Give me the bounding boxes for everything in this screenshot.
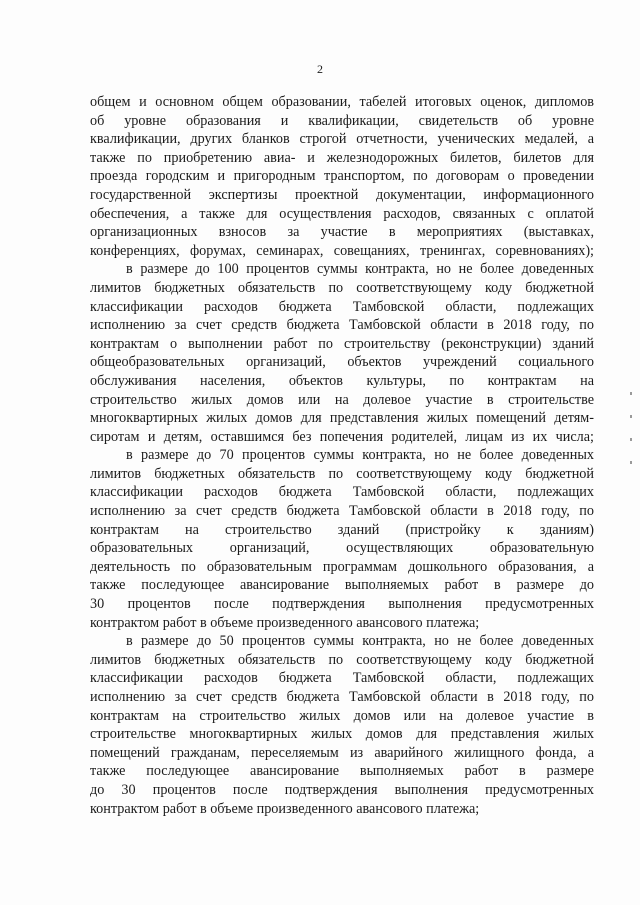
text-line: исполнению за счет средств бюджета Тамбовской области в 2018 году, по <box>90 503 594 520</box>
text-line: конференциях, форумах, семинарах, совещаниях, тренингах, соревнованиях); <box>90 242 594 259</box>
text-line: лимитов бюджетных обязательств по соответствующему коду бюджетной <box>90 651 594 668</box>
body-text <box>90 93 594 818</box>
text-line: в размере до 70 процентов суммы контракта, но не более доведенных <box>126 447 594 464</box>
margin-mark <box>630 392 632 395</box>
text-line: классификации расходов бюджета Тамбовской области, подлежащих <box>90 298 594 315</box>
text-line: государственной экспертизы проектной документации, информационного <box>90 186 594 203</box>
text-line: также последующее авансирование выполняемых работ в размере до <box>90 577 594 594</box>
text-line: контрактам на строительство жилых домов или на долевое участие в <box>90 707 594 724</box>
text-line: организационных взносов за участие в мероприятиях (выставках, <box>90 224 594 241</box>
text-line: 30 процентов после подтверждения выполнения предусмотренных <box>90 596 594 613</box>
text-line: общеобразовательных организаций, объектов учреждений социального <box>90 354 594 371</box>
margin-mark <box>630 415 632 418</box>
text-line: контрактам на строительство зданий (пристройку к зданиям) <box>90 521 594 538</box>
text-line: до 30 процентов после подтверждения выполнения предусмотренных <box>90 781 594 798</box>
text-line: деятельность по образовательным программам дошкольного образования, а <box>90 558 594 575</box>
margin-mark <box>630 438 632 441</box>
text-line: лимитов бюджетных обязательств по соответствующему коду бюджетной <box>90 279 594 296</box>
text-line: сиротам и детям, оставшимся без попечения родителей, лицам из их числа; <box>90 428 594 445</box>
text-line: контрактом работ в объеме произведенного авансового платежа; <box>90 614 480 631</box>
margin-mark <box>630 461 632 464</box>
page-number: 2 <box>317 62 323 76</box>
text-line: строительство жилых домов или на долевое участие в строительстве <box>90 391 594 408</box>
text-line: обслуживания населения, объектов культуры, по контрактам на <box>90 372 594 389</box>
text-line: контрактом работ в объеме произведенного авансового платежа; <box>90 800 480 817</box>
text-line: исполнению за счет средств бюджета Тамбовской области в 2018 году, по <box>90 317 594 334</box>
margin-marks <box>630 392 634 482</box>
text-line: обеспечения, а также для осуществления расходов, связанных с оплатой <box>90 205 594 222</box>
text-line: образовательных организаций, осуществляющих образовательную <box>90 540 594 557</box>
text-line: проезда городским и пригородным транспортом, по договорам о проведении <box>90 168 594 185</box>
text-line: также по приобретению авиа- и железнодорожных билетов, билетов для <box>90 149 594 166</box>
text-line: общем и основном общем образовании, табелей итоговых оценок, дипломов <box>90 94 594 110</box>
text-line: в размере до 100 процентов суммы контракта, но не более доведенных <box>126 261 594 278</box>
text-line: многоквартирных жилых домов для представления жилых помещений детям- <box>90 410 594 427</box>
text-line: помещений гражданам, переселяемым из аварийного жилищного фонда, а <box>90 744 594 761</box>
text-line: лимитов бюджетных обязательств по соответствующему коду бюджетной <box>90 465 594 482</box>
text-line: квалификации, других бланков строгой отчетности, ученических медалей, а <box>90 131 594 148</box>
text-line: классификации расходов бюджета Тамбовской области, подлежащих <box>90 670 594 687</box>
text-line: строительстве многоквартирных жилых домов для представления жилых <box>90 726 594 743</box>
text-line: об уровне образования и квалификации, свидетельств об уровне <box>90 112 594 129</box>
text-line: также последующее авансирование выполняемых работ в размере <box>90 763 594 780</box>
text-line: исполнению за счет средств бюджета Тамбовской области в 2018 году, по <box>90 689 594 705</box>
text-line: в размере до 50 процентов суммы контракта, но не более доведенных <box>126 633 594 650</box>
text-line: классификации расходов бюджета Тамбовской области, подлежащих <box>90 484 594 501</box>
text-line: контрактам о выполнении работ по строительству (реконструкции) зданий <box>90 335 594 352</box>
